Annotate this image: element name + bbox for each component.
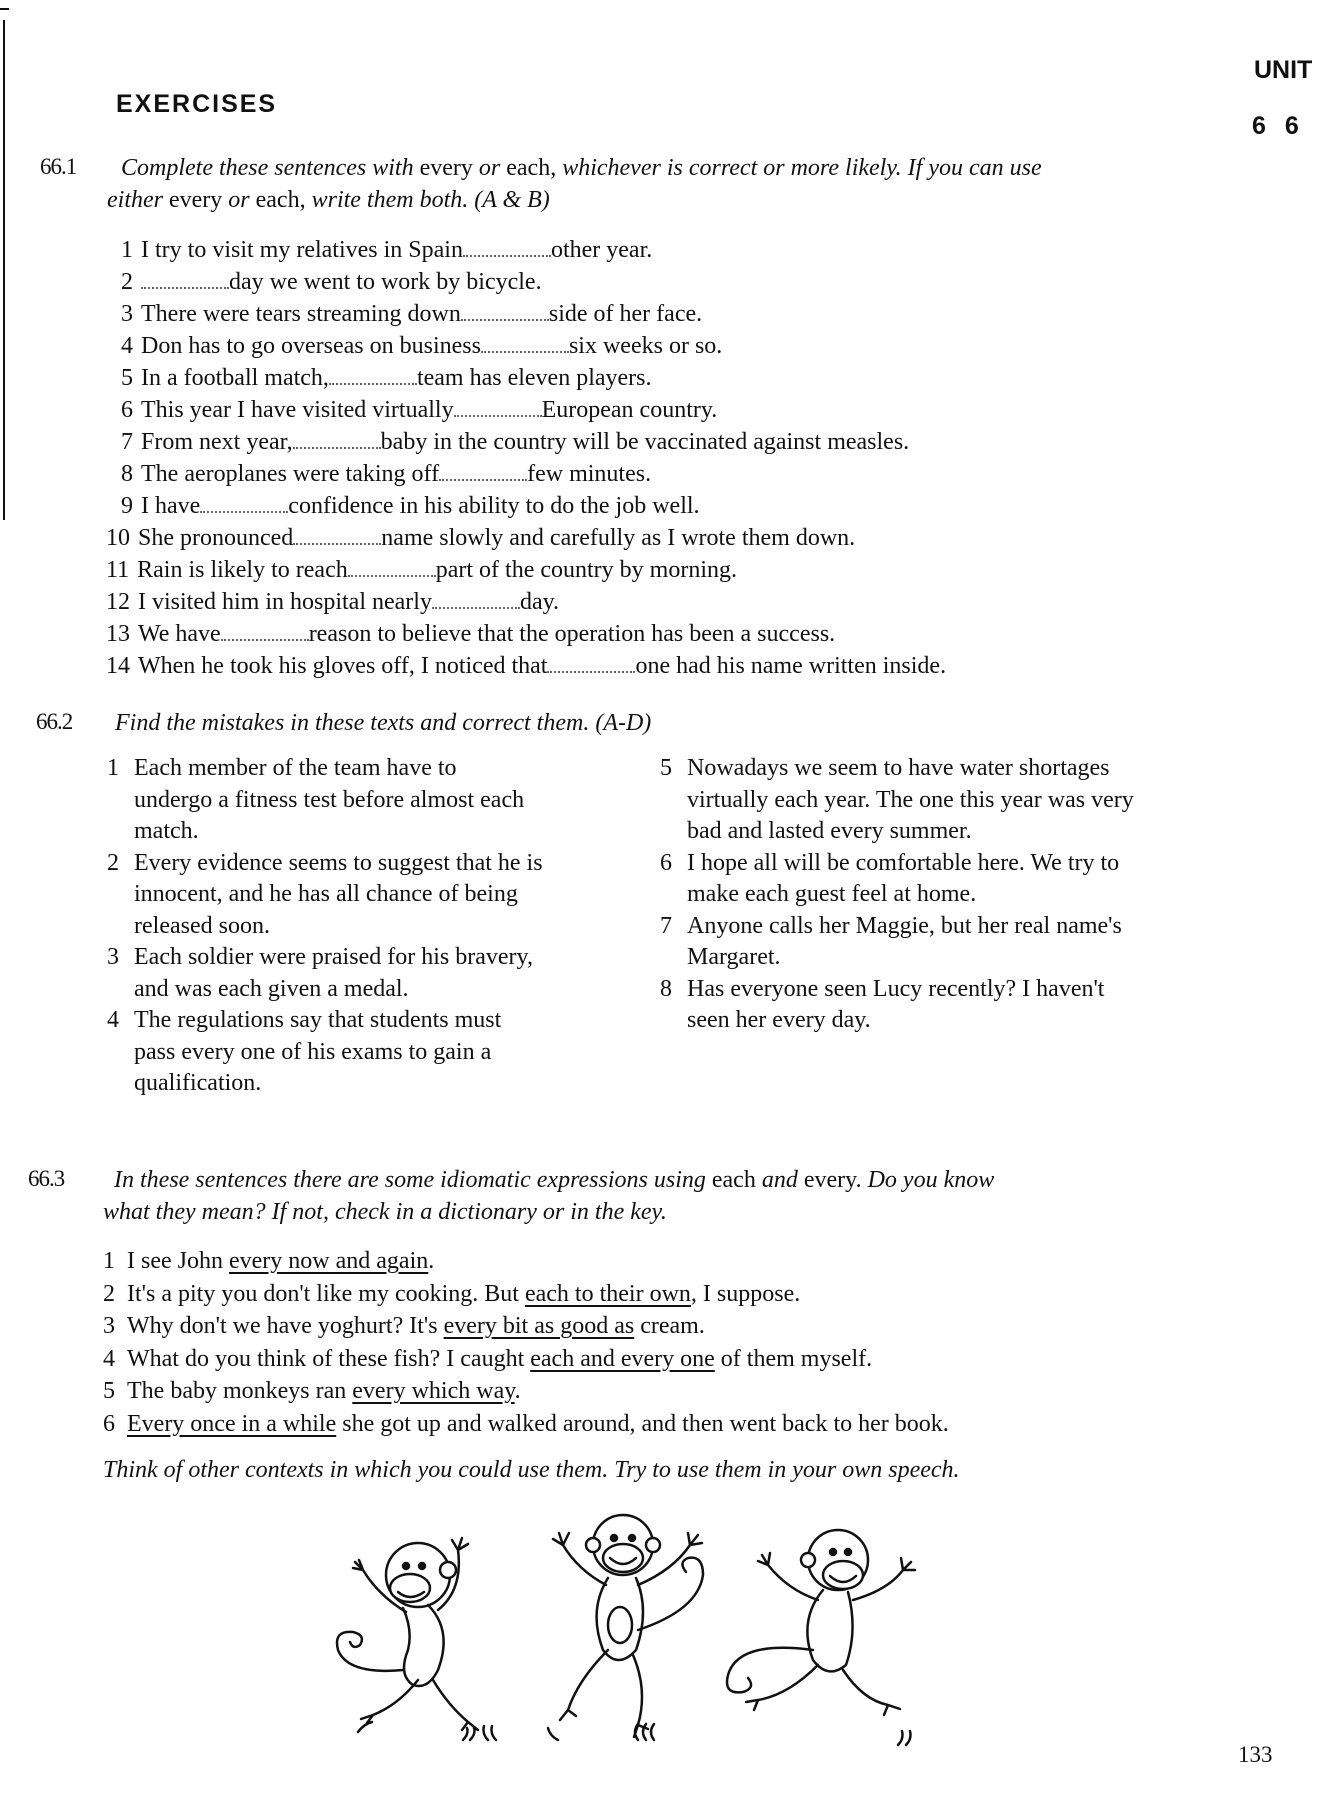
exercise-66-1-instruction	[121, 152, 1042, 184]
gap-fill-item	[121, 298, 702, 330]
gap-fill-item	[121, 426, 909, 458]
item-text: and was each given a medal.	[134, 975, 409, 1002]
instr-part: either	[107, 187, 163, 213]
item-text-after: side of her face.	[548, 301, 703, 327]
item-number: 13	[106, 621, 130, 647]
item-text-after: .	[514, 1378, 521, 1404]
exercise-number-66-2: 66.2	[36, 709, 73, 734]
item-text: Each soldier were praised for his bravery,	[134, 944, 533, 970]
answer-blank[interactable]	[481, 333, 569, 353]
item-text: qualification.	[134, 1070, 262, 1096]
mistake-item	[660, 974, 1104, 1006]
mistake-item-cont	[134, 1068, 261, 1100]
idiom-sentence	[103, 1375, 521, 1407]
answer-blank[interactable]	[141, 269, 229, 289]
item-text-before: Rain is likely to reach	[137, 557, 348, 583]
item-text: innocent, and he has all chance of being	[134, 881, 518, 907]
item-text-after: six weeks or so.	[568, 333, 723, 359]
item-number: 6	[103, 1410, 115, 1437]
item-number: 4	[121, 333, 133, 359]
keyword-every: every	[168, 187, 223, 213]
answer-blank[interactable]	[547, 653, 635, 673]
margin-rule	[3, 20, 5, 520]
answer-blank[interactable]	[439, 461, 527, 481]
item-number: 6	[660, 849, 672, 876]
monkey-left-icon	[337, 1538, 478, 1740]
instr-part: Complete these sentences with	[121, 155, 414, 181]
instr-part: write them both. (A & B)	[311, 187, 550, 213]
mistake-item	[660, 753, 1110, 785]
mistake-item-cont	[134, 911, 270, 943]
item-text-after: , I suppose.	[690, 1280, 801, 1307]
answer-blank[interactable]	[432, 589, 520, 609]
idiom-expression: each and every one	[530, 1345, 715, 1372]
item-text: Nowadays we seem to have water shortages	[687, 755, 1110, 781]
item-text-after: other year.	[550, 237, 653, 263]
item-text-after: European country.	[541, 397, 718, 423]
gap-fill-item	[121, 458, 651, 490]
margin-rule-cap	[0, 8, 9, 10]
item-text-after: confidence in his ability to do the job well.	[288, 493, 700, 519]
item-number: 4	[107, 1007, 119, 1033]
item-text: Has everyone seen Lucy recently? I haven't	[687, 975, 1105, 1002]
item-text-after: baby in the country will be vaccinated against measles.	[380, 429, 910, 455]
answer-blank[interactable]	[461, 301, 549, 321]
exercise-66-2-instruction: Find the mistakes in these texts and correct them. (A-D)	[115, 710, 652, 736]
item-text-before: What do you think of these fish? I caught	[127, 1345, 531, 1372]
item-text: Anyone calls her Maggie, but her real name's	[687, 912, 1122, 939]
item-text-before: I try to visit my relatives in Spain	[141, 237, 463, 263]
item-text: match.	[134, 818, 199, 844]
mistake-item	[107, 942, 533, 974]
item-text-before: From next year,	[141, 429, 293, 455]
item-number: 1	[103, 1248, 115, 1274]
exercise-number-66-1: 66.1	[40, 154, 77, 179]
keyword-every: every	[419, 155, 473, 181]
item-text-after: of them myself.	[714, 1345, 873, 1372]
item-text-after: part of the country by morning.	[435, 557, 737, 583]
keyword-every: every.	[803, 1167, 862, 1193]
answer-blank[interactable]	[454, 397, 542, 417]
item-text-after: few minutes.	[527, 461, 652, 487]
item-number: 10	[106, 525, 130, 551]
idiom-expression: each to their own	[524, 1280, 691, 1307]
item-number: 6	[121, 397, 133, 423]
gap-fill-item	[121, 362, 652, 394]
idiom-expression: every which way	[352, 1378, 515, 1404]
gap-fill-item	[121, 394, 717, 426]
item-number: 11	[106, 557, 130, 583]
gap-fill-item	[121, 266, 542, 298]
item-number: 8	[121, 461, 133, 487]
item-number: 7	[660, 912, 672, 939]
item-text-after: reason to believe that the operation has been a success.	[308, 621, 836, 647]
item-text-after: name slowly and carefully as I wrote them down.	[381, 525, 856, 551]
item-number: 2	[107, 849, 119, 876]
exercise-number-66-3: 66.3	[28, 1166, 65, 1191]
mistake-item-cont	[134, 974, 409, 1006]
keyword-each: each,	[255, 187, 306, 213]
unit-label: UNIT	[1254, 56, 1313, 84]
monkey-middle-icon	[484, 1515, 704, 1740]
item-text-before: I see John	[127, 1248, 229, 1274]
item-text-before: We have	[138, 621, 221, 647]
item-text: seen her every day.	[687, 1007, 871, 1033]
answer-blank[interactable]	[348, 557, 436, 577]
mistake-item	[107, 753, 457, 785]
item-number: 1	[107, 755, 119, 781]
mistake-item	[107, 848, 543, 880]
gap-fill-item	[106, 586, 559, 618]
gap-fill-item	[106, 650, 946, 682]
item-text-after: one had his name written inside.	[635, 653, 947, 679]
item-text: pass every one of his exams to gain a	[134, 1038, 492, 1065]
item-text-before: The aeroplanes were taking off	[141, 461, 440, 487]
item-text: virtually each year. The one this year was very	[687, 786, 1134, 813]
answer-blank[interactable]	[293, 525, 381, 545]
item-text-after: she got up and walked around, and then went back to her book.	[336, 1410, 949, 1437]
idiom-sentence	[103, 1310, 705, 1342]
keyword-each: each	[711, 1167, 756, 1193]
mistake-item-cont	[687, 879, 976, 911]
mistake-item	[660, 911, 1122, 943]
item-text: I hope all will be comfortable here. We try to	[687, 849, 1120, 876]
page-number: 133	[1238, 1742, 1273, 1767]
exercise-66-1-instruction-cont	[107, 184, 550, 216]
item-text-before: The baby monkeys ran	[127, 1378, 353, 1404]
item-text-before: Why don't we have yoghurt? It's	[127, 1313, 444, 1339]
mistake-item-cont	[134, 785, 524, 817]
instr-part: whichever is correct or more likely. If you can use	[562, 155, 1042, 181]
mistake-item-cont	[687, 942, 781, 974]
item-number: 3	[107, 944, 119, 970]
gap-fill-item	[121, 330, 722, 362]
item-text: released soon.	[134, 912, 270, 939]
gap-fill-item	[106, 522, 855, 554]
item-number: 3	[103, 1313, 115, 1339]
instr-part: or	[228, 187, 250, 213]
mistake-item-cont	[687, 1005, 871, 1037]
dancing-monkeys-illustration	[318, 1500, 998, 1750]
item-number: 2	[121, 269, 133, 295]
item-number: 14	[106, 653, 130, 679]
mistake-item	[660, 848, 1119, 880]
mistake-item-cont	[687, 816, 972, 848]
item-text-before: This year I have visited virtually	[141, 397, 454, 423]
item-text-after: day we went to work by bicycle.	[229, 269, 542, 295]
answer-blank[interactable]	[293, 429, 381, 449]
item-number: 3	[121, 301, 133, 327]
answer-blank[interactable]	[463, 237, 551, 257]
idiom-expression: every bit as good as	[443, 1313, 635, 1339]
item-number: 5	[660, 755, 672, 781]
item-text: Each member of the team have to	[134, 755, 457, 781]
item-number: 7	[121, 429, 133, 455]
keyword-each: each,	[506, 155, 557, 181]
item-number: 9	[121, 493, 133, 519]
item-text-after: cream.	[634, 1313, 705, 1339]
item-text: Every evidence seems to suggest that he is	[134, 849, 543, 876]
gap-fill-item	[121, 234, 652, 266]
item-text: undergo a fitness test before almost each	[134, 786, 525, 813]
gap-fill-item	[121, 490, 700, 522]
instr-part: and	[761, 1167, 798, 1193]
item-text-before: There were tears streaming down	[141, 301, 461, 327]
gap-fill-item	[106, 618, 835, 650]
exercise-66-3-instruction	[114, 1164, 994, 1196]
item-text-after: team has eleven players.	[416, 365, 652, 391]
item-text-before: Don has to go overseas on business	[141, 333, 481, 359]
mistake-item	[107, 1005, 501, 1037]
idiom-sentence	[103, 1408, 949, 1440]
instr-part: Do you know	[867, 1167, 995, 1193]
item-number: 12	[106, 589, 130, 615]
instr-part: In these sentences there are some idiomatic expressions using	[114, 1167, 706, 1193]
idiom-sentence	[103, 1343, 872, 1375]
item-text-before: It's a pity you don't like my cooking. But	[127, 1280, 525, 1307]
page-heading: EXERCISES	[116, 90, 278, 118]
idiom-expression: Every once in a while	[127, 1410, 337, 1437]
idiom-sentence	[103, 1278, 800, 1310]
idiom-expression: every now and again	[228, 1248, 429, 1274]
monkey-right-icon	[635, 1530, 915, 1745]
item-text-before: In a football match,	[141, 365, 329, 391]
answer-blank[interactable]	[200, 493, 288, 513]
item-text-before: I visited him in hospital nearly	[138, 589, 432, 615]
mistake-item-cont	[134, 879, 518, 911]
item-text: Margaret.	[687, 944, 781, 970]
item-number: 1	[121, 237, 133, 263]
item-number: 8	[660, 975, 672, 1002]
exercise-66-3-closing: Think of other contexts in which you could use them. Try to use them in your own speech.	[103, 1457, 960, 1483]
unit-number: 6 6	[1252, 112, 1305, 140]
item-text: bad and lasted every summer.	[687, 818, 972, 844]
item-text-after: .	[428, 1248, 435, 1274]
item-text-before: When he took his gloves off, I noticed that	[138, 653, 548, 679]
item-number: 5	[103, 1378, 115, 1404]
item-number: 4	[103, 1345, 115, 1372]
item-number: 2	[103, 1280, 115, 1307]
instr-part: or	[478, 155, 501, 181]
mistake-item-cont	[134, 1037, 491, 1069]
item-text: The regulations say that students must	[134, 1007, 502, 1033]
item-text-before: I have	[141, 493, 201, 519]
exercise-66-3-instruction-cont: what they mean? If not, check in a dictionary or in the key.	[103, 1199, 667, 1225]
mistake-item-cont	[134, 816, 199, 848]
item-text-before: She pronounced	[138, 525, 294, 551]
item-text: make each guest feel at home.	[687, 881, 977, 907]
item-number: 5	[121, 365, 133, 391]
item-text-after: day.	[519, 589, 560, 615]
answer-blank[interactable]	[329, 365, 417, 385]
idiom-sentence	[103, 1245, 434, 1277]
mistake-item-cont	[687, 785, 1134, 817]
gap-fill-item	[106, 554, 737, 586]
answer-blank[interactable]	[221, 621, 309, 641]
